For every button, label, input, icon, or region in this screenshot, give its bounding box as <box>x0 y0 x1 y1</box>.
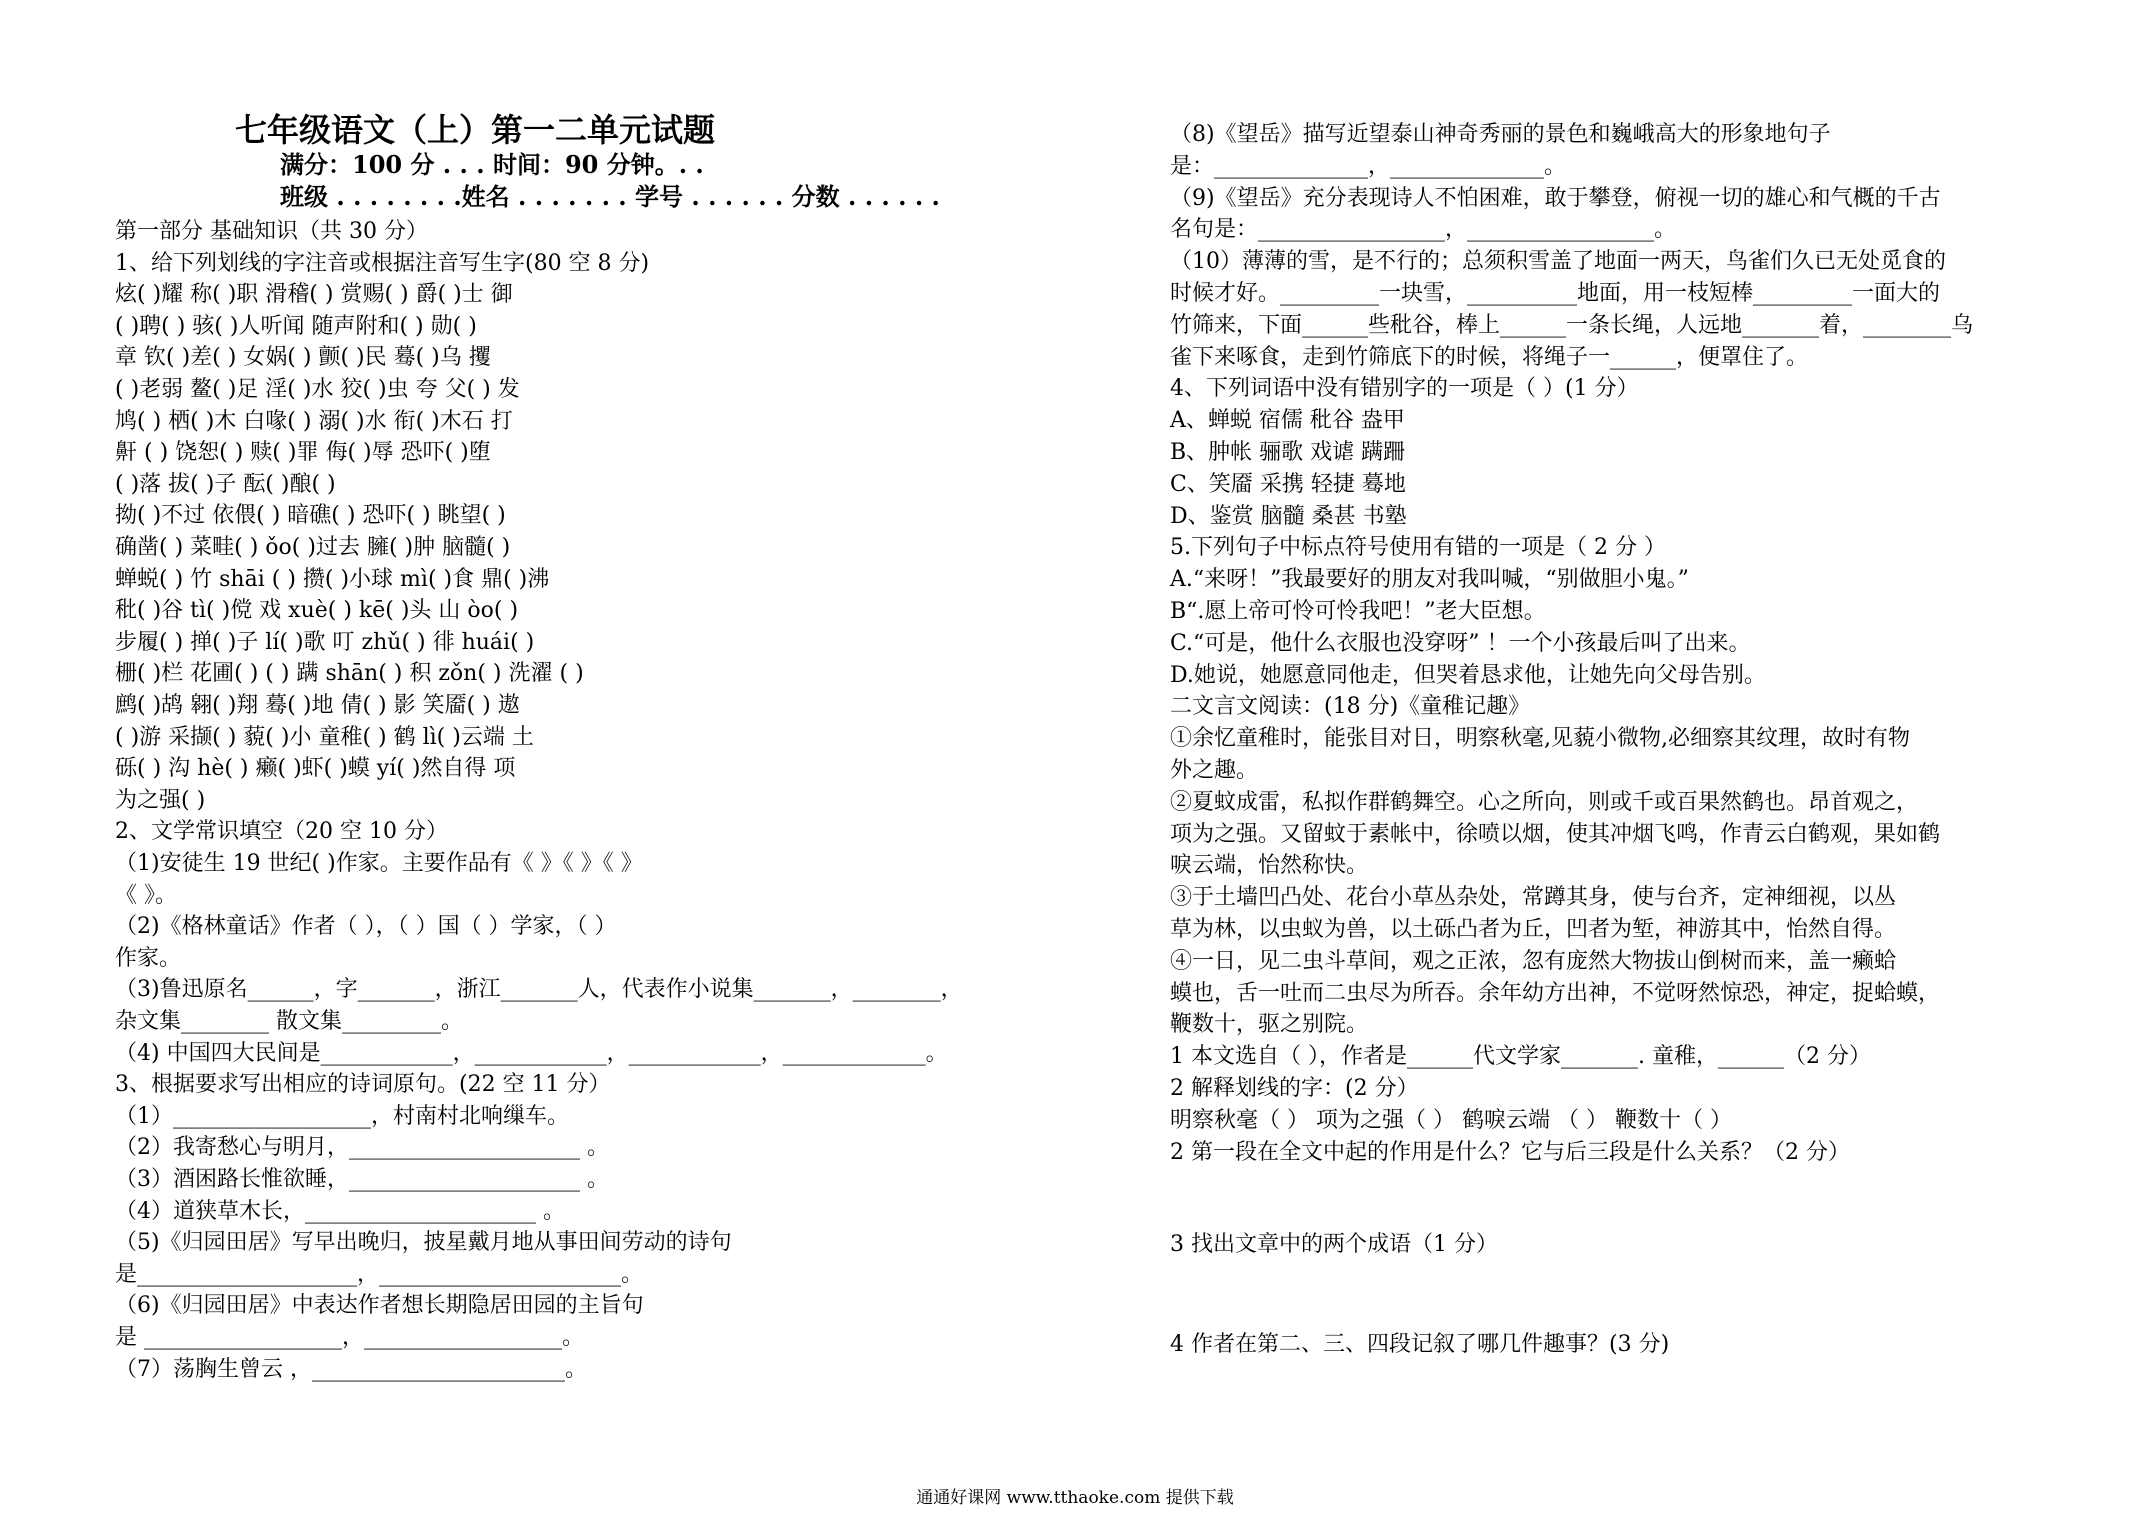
left-text-line: 鹧( )鸪 翱( )翔 蓦( )地 倩( ) 影 笑靥( ) 遨 <box>115 693 520 718</box>
left-text-line: （1)安徒生 19 世纪( )作家。主要作品有《 》《 》《 》 <box>115 851 643 876</box>
left-text-line: （4) 中国四大民间是____________，____________，____________，_____________。 <box>115 1041 948 1066</box>
left-text-line: （3）酒困路长惟欲睡，_____________________ 。 <box>115 1167 609 1192</box>
left-text-line: 是 __________________，__________________。 <box>115 1325 584 1350</box>
right-text-line: 4 作者在第二、三、四段记叙了哪几件趣事？(3 分) <box>1170 1332 1670 1357</box>
right-text-line: 2 解释划线的字：(2 分） <box>1170 1076 1419 1101</box>
left-text-line: （3)鲁迅原名______，字_______，浙江_______人，代表作小说集_______，________， <box>115 977 963 1002</box>
right-text-line: 名句是：_________________，_________________。 <box>1170 217 1677 242</box>
left-text-line: 砾( ) 沟 hè( ) 癞( )虾( )蟆 yí( )然自得 项 <box>115 756 516 781</box>
right-text-line: D、鉴赏 脑髓 桑甚 书塾 <box>1170 504 1407 529</box>
right-text-line: 外之趣。 <box>1170 758 1259 783</box>
right-text-line: ④一日，见二虫斗草间，观之正浓，忽有庞然大物拔山倒树而来，盖一癞蛤 <box>1170 949 1897 974</box>
right-text-line: （8)《望岳》描写近望泰山神奇秀丽的景色和巍峨高大的形象地句子 <box>1170 122 1831 147</box>
left-text-line: 步履( ) 掸( )子 lí( )歌 叮 zhǔ( ) 徘 huái( ) <box>115 630 535 655</box>
left-text-line: ( )游 采撷( ) 藐( )小 童稚( ) 鹤 lì( )云端 土 <box>115 725 534 750</box>
right-text-line: B、肿帐 骊歌 戏谑 蹒跚 <box>1170 440 1406 465</box>
left-text-line: （6)《归园田居》中表达作者想长期隐居田园的主旨句 <box>115 1293 644 1318</box>
right-text-line: 雀下来啄食，走到竹筛底下的时候，将绳子一______，便罩住了。 <box>1170 345 1809 370</box>
right-text-line: D.她说，她愿意同他走，但哭着恳求他，让她先向父母告别。 <box>1170 663 1766 688</box>
left-text-line: 作家。 <box>115 946 182 971</box>
left-text-line: 2、文学常识填空（20 空 10 分） <box>115 819 448 844</box>
left-text-line: 拗( )不过 依偎( ) 暗礁( ) 恐吓( ) 眺望( ) <box>115 503 506 528</box>
left-text-line: （2)《格林童话》作者（ ），（ ）国（ ）学家，（ ） <box>115 914 617 939</box>
right-text-line: 5.下列句子中标点符号使用有错的一项是（ 2 分 ） <box>1170 535 1666 560</box>
left-text-line: 《 》。 <box>115 883 177 908</box>
left-text-line: 鸠( ) 栖( )木 白喙( ) 溺( )水 衔( )木石 打 <box>115 409 513 434</box>
page-title: 七年级语文（上）第一二单元试题 <box>235 111 716 149</box>
right-text-line: 蟆也，舌一吐而二虫尽为所吞。余年幼方出神，不觉呀然惊恐，神定，捉蛤蟆， <box>1170 981 1941 1006</box>
right-text-line: 时候才好。_________一块雪，__________地面，用一枝短棒_________一面大的 <box>1170 281 1941 306</box>
right-text-line: 是：______________，______________。 <box>1170 154 1567 179</box>
left-text-line: 第一部分 基础知识（共 30 分） <box>115 219 428 244</box>
right-text-line: A.“来呀！”我最要好的朋友对我叫喊，“别做胆小鬼。” <box>1170 567 1689 592</box>
left-text-line: （2）我寄愁心与明月，_____________________ 。 <box>115 1135 609 1160</box>
left-text-line: 栅( )栏 花圃( ) ( ) 蹒 shān( ) 积 zǒn( ) 洗濯 ( ) <box>115 661 584 686</box>
right-text-line: ②夏蚊成雷，私拟作群鹤舞空。心之所向，则或千或百果然鹤也。昂首观之， <box>1170 790 1919 815</box>
right-text-line: 项为之强。又留蚊于素帐中，徐喷以烟，使其冲烟飞鸣，作青云白鹤观，果如鹤 <box>1170 822 1941 847</box>
left-text-line: 蝉蜕( ) 竹 shāi ( ) 攒( )小球 mì( )食 鼎( )沸 <box>115 567 550 592</box>
score-time-line: 满分：100 分 . . . 时间：90 分钟。. . <box>280 150 704 179</box>
left-text-line: 杂文集________ 散文集_________。 <box>115 1009 463 1034</box>
left-text-line: （4）道狭草木长，_____________________ 。 <box>115 1199 565 1224</box>
right-text-line: （9)《望岳》充分表现诗人不怕困难，敢于攀登，俯视一切的雄心和气概的千古 <box>1170 186 1941 211</box>
left-text-line: 1、给下列划线的字注音或根据注音写生字(80 空 8 分) <box>115 251 650 276</box>
right-text-line: 二文言文阅读：(18 分)《童稚记趣》 <box>1170 694 1531 719</box>
left-text-line: ( )老弱 鳌( )足 淫( )水 狡( )虫 夸 父( ) 发 <box>115 377 520 402</box>
left-text-line: ( )聘( ) 骇( )人听闻 随声附和( ) 勋( ) <box>115 314 477 339</box>
right-text-line: 2 第一段在全文中起的作用是什么？它与后三段是什么关系？（2 分） <box>1170 1140 1850 1165</box>
left-text-line: （5)《归园田居》写早出晚归，披星戴月地从事田间劳动的诗句 <box>115 1230 732 1255</box>
right-text-line: 3 找出文章中的两个成语（1 分） <box>1170 1232 1498 1257</box>
right-text-line: C.“可是，他什么衣服也没穿呀” ！一个小孩最后叫了出来。 <box>1170 631 1751 656</box>
left-text-line: 炫( )耀 称( )职 滑稽( ) 赏赐( ) 爵( )士 御 <box>115 282 513 307</box>
footer-text: 通通好课网 www.tthaoke.com 提供下载 <box>916 1488 1234 1508</box>
left-text-line: 3、根据要求写出相应的诗词原句。(22 空 11 分） <box>115 1072 611 1097</box>
right-text-line: 4、下列词语中没有错别字的一项是（ ）(1 分） <box>1170 376 1639 401</box>
student-info-line: 班级 . . . . . . . .姓名 . . . . . . . 学号 . . . . . . 分数 . . . . . . <box>280 182 940 211</box>
right-text-line: （10）薄薄的雪，是不行的；总须积雪盖了地面一两天，鸟雀们久已无处觅食的 <box>1170 249 1946 274</box>
left-text-line: 为之强( ) <box>115 788 206 813</box>
right-text-line: 1 本文选自（ ），作者是______代文学家_______. 童稚，______（2 分） <box>1170 1044 1871 1069</box>
left-text-line: ( )落 拔( )子 酝( )酿( ) <box>115 472 336 497</box>
left-text-line: 秕( )谷 tì( )傥 戏 xuè( ) kē( )头 山 òo( ) <box>115 598 519 623</box>
left-text-line: 是____________________，______________________。 <box>115 1262 644 1287</box>
right-text-line: ①余忆童稚时，能张目对日，明察秋毫,见藐小微物,必细察其纹理，故时有物 <box>1170 726 1910 751</box>
right-text-line: A、蝉蜕 宿儒 秕谷 盎甲 <box>1170 408 1405 433</box>
left-text-line: （1）__________________，村南村北响缫车。 <box>115 1104 569 1129</box>
right-text-line: 草为林，以虫蚁为兽，以土砾凸者为丘，凹者为堑，神游其中，怡然自得。 <box>1170 917 1897 942</box>
right-text-line: 唳云端，怡然称快。 <box>1170 853 1369 878</box>
left-text-line: 确凿( ) 菜畦( ) ǒo( )过去 臃( )肿 脑髓( ) <box>115 535 511 560</box>
page-footer <box>0 1488 2150 1508</box>
left-text-line: 鼾 ( ) 饶恕( ) 赎( )罪 侮( )辱 恐吓( )堕 <box>115 440 491 465</box>
left-text-line: （7）荡胸生曾云 ，_______________________。 <box>115 1357 587 1382</box>
right-text-line: C、笑靥 采携 轻捷 蓦地 <box>1170 472 1406 497</box>
right-text-line: B“.愿上帝可怜可怜我吧！”老大臣想。 <box>1170 599 1546 624</box>
right-text-line: 竹筛来，下面______些秕谷，棒上______一条长绳，人远地_______着，________乌 <box>1170 313 1974 338</box>
right-text-line: 鞭数十，驱之别院。 <box>1170 1012 1369 1037</box>
right-text-line: ③于土墙凹凸处、花台小草丛杂处，常蹲其身，使与台齐，定神细视，以丛 <box>1170 885 1897 910</box>
left-text-line: 章 钦( )差( ) 女娲( ) 颤( )民 蓦( )乌 攫 <box>115 345 491 370</box>
right-text-line: 明察秋毫（ ） 项为之强（ ） 鹤唳云端 （ ） 鞭数十（ ） <box>1170 1108 1732 1133</box>
